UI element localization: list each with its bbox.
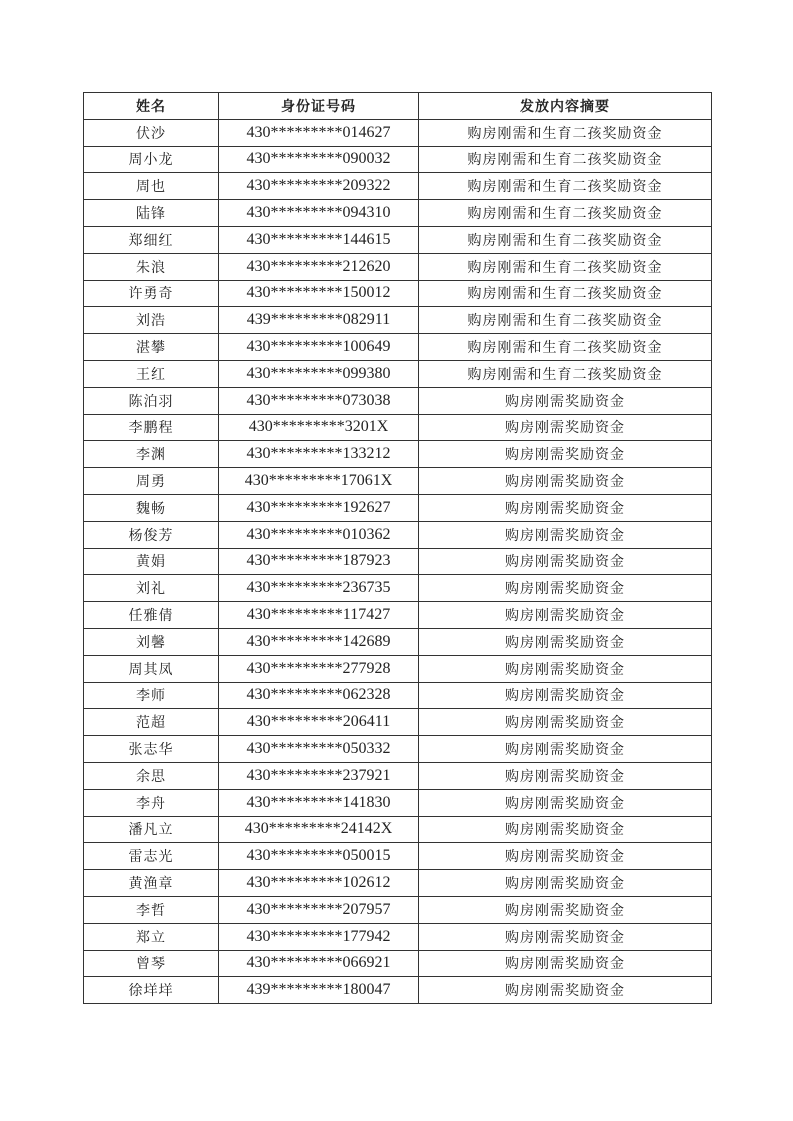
summary-cell: 购房刚需奖励资金 xyxy=(419,575,712,602)
table-row xyxy=(84,173,712,200)
table-row xyxy=(84,843,712,870)
name-cell: 刘浩 xyxy=(84,307,219,334)
summary-cell: 购房刚需和生育二孩奖励资金 xyxy=(419,146,712,173)
summary-cell: 购房刚需奖励资金 xyxy=(419,628,712,655)
header-row xyxy=(84,93,712,120)
name-cell: 许勇奇 xyxy=(84,280,219,307)
id-number-cell: 430*********206411 xyxy=(219,709,419,736)
summary-cell: 购房刚需奖励资金 xyxy=(419,602,712,629)
summary-cell: 购房刚需奖励资金 xyxy=(419,843,712,870)
name-cell: 余思 xyxy=(84,762,219,789)
id-number-cell: 430*********141830 xyxy=(219,789,419,816)
name-cell: 李师 xyxy=(84,682,219,709)
id-number-cell: 430*********100649 xyxy=(219,334,419,361)
id-number-cell: 430*********073038 xyxy=(219,387,419,414)
table-row xyxy=(84,682,712,709)
table-row xyxy=(84,602,712,629)
name-cell: 徐垟垟 xyxy=(84,977,219,1004)
id-number-cell: 430*********090032 xyxy=(219,146,419,173)
summary-cell: 购房刚需奖励资金 xyxy=(419,896,712,923)
table-row xyxy=(84,950,712,977)
id-number-cell: 439*********180047 xyxy=(219,977,419,1004)
table-row xyxy=(84,334,712,361)
table-row xyxy=(84,977,712,1004)
id-number-cell: 430*********209322 xyxy=(219,173,419,200)
summary-cell: 购房刚需和生育二孩奖励资金 xyxy=(419,173,712,200)
id-number-cell: 430*********133212 xyxy=(219,441,419,468)
name-cell: 王红 xyxy=(84,360,219,387)
summary-cell: 购房刚需奖励资金 xyxy=(419,494,712,521)
name-cell: 李渊 xyxy=(84,441,219,468)
table-row xyxy=(84,468,712,495)
table-row xyxy=(84,253,712,280)
id-number-cell: 430*********094310 xyxy=(219,200,419,227)
name-cell: 陆锋 xyxy=(84,200,219,227)
id-number-cell: 430*********102612 xyxy=(219,870,419,897)
name-cell: 周小龙 xyxy=(84,146,219,173)
name-cell: 李哲 xyxy=(84,896,219,923)
summary-cell: 购房刚需奖励资金 xyxy=(419,655,712,682)
header-name: 姓名 xyxy=(84,93,219,120)
name-cell: 周勇 xyxy=(84,468,219,495)
header-id-number: 身份证号码 xyxy=(219,93,419,120)
name-cell: 李鹏程 xyxy=(84,414,219,441)
summary-cell: 购房刚需和生育二孩奖励资金 xyxy=(419,360,712,387)
summary-cell: 购房刚需奖励资金 xyxy=(419,414,712,441)
table-row xyxy=(84,494,712,521)
table-row xyxy=(84,119,712,146)
summary-cell: 购房刚需奖励资金 xyxy=(419,789,712,816)
id-number-cell: 430*********237921 xyxy=(219,762,419,789)
table-row xyxy=(84,548,712,575)
name-cell: 任雅倩 xyxy=(84,602,219,629)
name-cell: 杨俊芳 xyxy=(84,521,219,548)
name-cell: 黄渔章 xyxy=(84,870,219,897)
summary-cell: 购房刚需和生育二孩奖励资金 xyxy=(419,307,712,334)
name-cell: 雷志光 xyxy=(84,843,219,870)
summary-cell: 购房刚需奖励资金 xyxy=(419,923,712,950)
name-cell: 潘凡立 xyxy=(84,816,219,843)
table-row xyxy=(84,521,712,548)
id-number-cell: 439*********082911 xyxy=(219,307,419,334)
summary-cell: 购房刚需奖励资金 xyxy=(419,682,712,709)
name-cell: 魏畅 xyxy=(84,494,219,521)
table-row xyxy=(84,870,712,897)
name-cell: 张志华 xyxy=(84,736,219,763)
name-cell: 李舟 xyxy=(84,789,219,816)
award-recipients-table xyxy=(83,92,712,1004)
table-row xyxy=(84,280,712,307)
summary-cell: 购房刚需奖励资金 xyxy=(419,468,712,495)
name-cell: 郑细红 xyxy=(84,226,219,253)
name-cell: 曾琴 xyxy=(84,950,219,977)
name-cell: 范超 xyxy=(84,709,219,736)
name-cell: 黄娟 xyxy=(84,548,219,575)
name-cell: 刘馨 xyxy=(84,628,219,655)
id-number-cell: 430*********236735 xyxy=(219,575,419,602)
name-cell: 周也 xyxy=(84,173,219,200)
summary-cell: 购房刚需和生育二孩奖励资金 xyxy=(419,280,712,307)
table-row xyxy=(84,709,712,736)
summary-cell: 购房刚需奖励资金 xyxy=(419,736,712,763)
table-row xyxy=(84,226,712,253)
summary-cell: 购房刚需和生育二孩奖励资金 xyxy=(419,200,712,227)
id-number-cell: 430*********050332 xyxy=(219,736,419,763)
summary-cell: 购房刚需和生育二孩奖励资金 xyxy=(419,119,712,146)
summary-cell: 购房刚需奖励资金 xyxy=(419,950,712,977)
table-row xyxy=(84,896,712,923)
name-cell: 朱浪 xyxy=(84,253,219,280)
id-number-cell: 430*********117427 xyxy=(219,602,419,629)
table-row xyxy=(84,736,712,763)
id-number-cell: 430*********099380 xyxy=(219,360,419,387)
id-number-cell: 430*********187923 xyxy=(219,548,419,575)
summary-cell: 购房刚需奖励资金 xyxy=(419,548,712,575)
id-number-cell: 430*********192627 xyxy=(219,494,419,521)
id-number-cell: 430*********207957 xyxy=(219,896,419,923)
summary-cell: 购房刚需奖励资金 xyxy=(419,816,712,843)
table-row xyxy=(84,628,712,655)
summary-cell: 购房刚需和生育二孩奖励资金 xyxy=(419,253,712,280)
summary-cell: 购房刚需奖励资金 xyxy=(419,870,712,897)
table-row xyxy=(84,307,712,334)
id-number-cell: 430*********014627 xyxy=(219,119,419,146)
id-number-cell: 430*********144615 xyxy=(219,226,419,253)
table-row xyxy=(84,789,712,816)
name-cell: 周其凤 xyxy=(84,655,219,682)
table-row xyxy=(84,816,712,843)
id-number-cell: 430*********277928 xyxy=(219,655,419,682)
name-cell: 陈泊羽 xyxy=(84,387,219,414)
summary-cell: 购房刚需奖励资金 xyxy=(419,441,712,468)
table-row xyxy=(84,146,712,173)
summary-cell: 购房刚需奖励资金 xyxy=(419,709,712,736)
id-number-cell: 430*********062328 xyxy=(219,682,419,709)
id-number-cell: 430*********3201X xyxy=(219,414,419,441)
table-row xyxy=(84,200,712,227)
summary-cell: 购房刚需和生育二孩奖励资金 xyxy=(419,334,712,361)
id-number-cell: 430*********177942 xyxy=(219,923,419,950)
name-cell: 伏沙 xyxy=(84,119,219,146)
table-row xyxy=(84,387,712,414)
table-row xyxy=(84,575,712,602)
summary-cell: 购房刚需奖励资金 xyxy=(419,977,712,1004)
id-number-cell: 430*********010362 xyxy=(219,521,419,548)
id-number-cell: 430*********150012 xyxy=(219,280,419,307)
id-number-cell: 430*********066921 xyxy=(219,950,419,977)
table-row xyxy=(84,762,712,789)
summary-cell: 购房刚需和生育二孩奖励资金 xyxy=(419,226,712,253)
name-cell: 刘礼 xyxy=(84,575,219,602)
id-number-cell: 430*********17061X xyxy=(219,468,419,495)
id-number-cell: 430*********050015 xyxy=(219,843,419,870)
summary-cell: 购房刚需奖励资金 xyxy=(419,762,712,789)
name-cell: 湛攀 xyxy=(84,334,219,361)
table-row xyxy=(84,414,712,441)
name-cell: 郑立 xyxy=(84,923,219,950)
table-row xyxy=(84,655,712,682)
id-number-cell: 430*********24142X xyxy=(219,816,419,843)
summary-cell: 购房刚需奖励资金 xyxy=(419,387,712,414)
id-number-cell: 430*********142689 xyxy=(219,628,419,655)
table-row xyxy=(84,923,712,950)
id-number-cell: 430*********212620 xyxy=(219,253,419,280)
table-row xyxy=(84,441,712,468)
table-row xyxy=(84,360,712,387)
header-summary: 发放内容摘要 xyxy=(419,93,712,120)
summary-cell: 购房刚需奖励资金 xyxy=(419,521,712,548)
